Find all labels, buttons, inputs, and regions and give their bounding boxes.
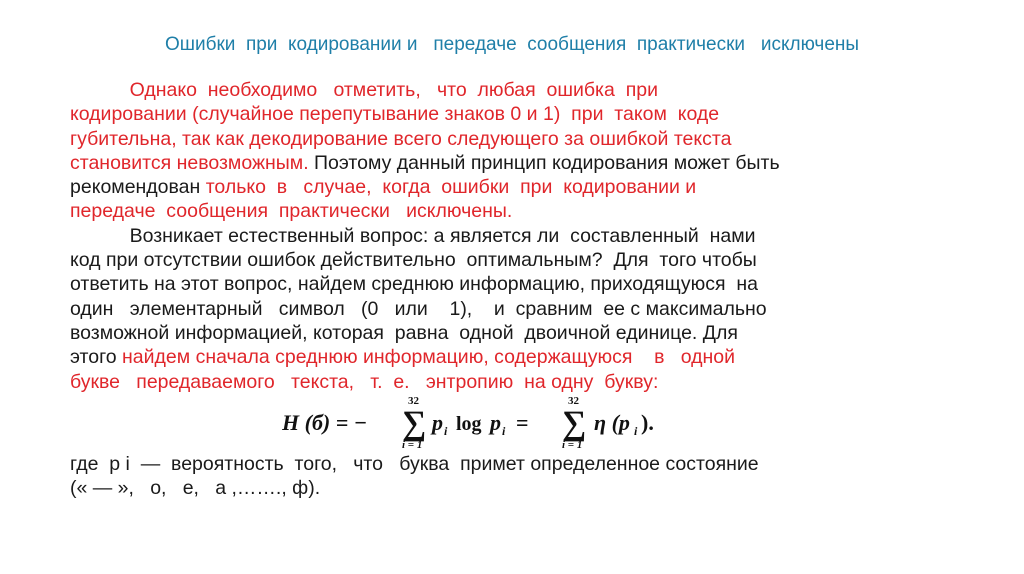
body-line-5-segment-1: рекомендован xyxy=(70,176,206,199)
sum-lower-1: i = 1 xyxy=(402,439,423,451)
body-line-7-segment-1: Возникает естественный вопрос: а является ли составленный нами xyxy=(70,224,756,247)
bottom-line-2: (« — », о, е, а ,……., ф). xyxy=(70,477,321,500)
body-line-2 xyxy=(70,102,950,126)
bottom-text xyxy=(70,452,950,501)
formula-eq: = xyxy=(516,410,529,435)
eta-term: η (p xyxy=(594,410,630,435)
body-line-6 xyxy=(70,199,950,223)
log-text: log xyxy=(456,413,482,435)
sum-sign-1: ∑ xyxy=(402,405,427,442)
body-line-12-segment-1: этого xyxy=(70,346,123,369)
body-line-13 xyxy=(70,370,950,394)
body-line-7 xyxy=(70,224,950,248)
body-line-12 xyxy=(70,345,950,369)
body-line-8-segment-1: код при отсутствии ошибок действительно оптимальным? Для того чтобы xyxy=(70,249,757,272)
body-line-3-segment-1: губительна, так как декодирование всего следующего за ошибкой текста xyxy=(70,127,732,150)
body-line-4 xyxy=(70,151,950,175)
body-line-4-segment-1: становится невозможным. xyxy=(70,151,309,174)
body-line-9 xyxy=(70,272,950,296)
term-p1-sub: i xyxy=(444,424,448,438)
body-line-5-segment-2: только в случае, когда ошибки при кодировании и xyxy=(205,176,697,199)
body-line-12-segment-2: найдем сначала среднюю информацию, содержащуюся в одной xyxy=(122,346,736,369)
body-line-10-segment-1: один элементарный символ (0 или 1), и сравним ее с максимально xyxy=(70,297,767,320)
sum-sign-2: ∑ xyxy=(562,405,587,442)
body-text xyxy=(70,78,950,394)
body-line-6-segment-1: передаче сообщения практически исключены. xyxy=(70,200,513,223)
term-p2-sub: i xyxy=(502,424,506,438)
slide-title: Ошибки при кодировании и передаче сообщения практически исключены xyxy=(164,34,860,55)
body-line-10 xyxy=(70,297,950,321)
entropy-formula xyxy=(282,394,682,452)
sum-lower-2: i = 1 xyxy=(562,439,583,451)
eta-sub: i xyxy=(634,424,638,438)
body-line-11-segment-1: возможной информацией, которая равна одной двоичной единице. Для xyxy=(70,321,738,344)
body-line-5 xyxy=(70,175,950,199)
bottom-line-1: где р i — вероятность того, что буква примет определенное состояние xyxy=(70,453,759,475)
eta-close: ). xyxy=(641,410,654,435)
body-line-13-segment-1: букве передаваемого текста, т. е. энтропию на одну букву: xyxy=(70,370,659,393)
body-line-11 xyxy=(70,321,950,345)
body-line-8 xyxy=(70,248,950,272)
body-line-9-segment-1: ответить на этот вопрос, найдем среднюю информацию, приходящуюся на xyxy=(70,273,758,296)
body-line-2-segment-1: кодировании (случайное перепутывание знаков 0 и 1) при таком коде xyxy=(70,103,720,126)
term-p1: p xyxy=(432,410,443,435)
sum-upper-1: 32 xyxy=(408,395,419,407)
body-line-3 xyxy=(70,127,950,151)
term-p2: p xyxy=(490,410,501,435)
formula-lhs: H (б) = − xyxy=(282,410,368,435)
body-line-1 xyxy=(70,78,950,102)
body-line-4-segment-2: Поэтому данный принцип кодирования может быть xyxy=(308,151,780,174)
sum-upper-2: 32 xyxy=(568,395,579,407)
body-line-1-segment-1: Однако необходимо отметить, что любая ошибка при xyxy=(70,79,658,101)
